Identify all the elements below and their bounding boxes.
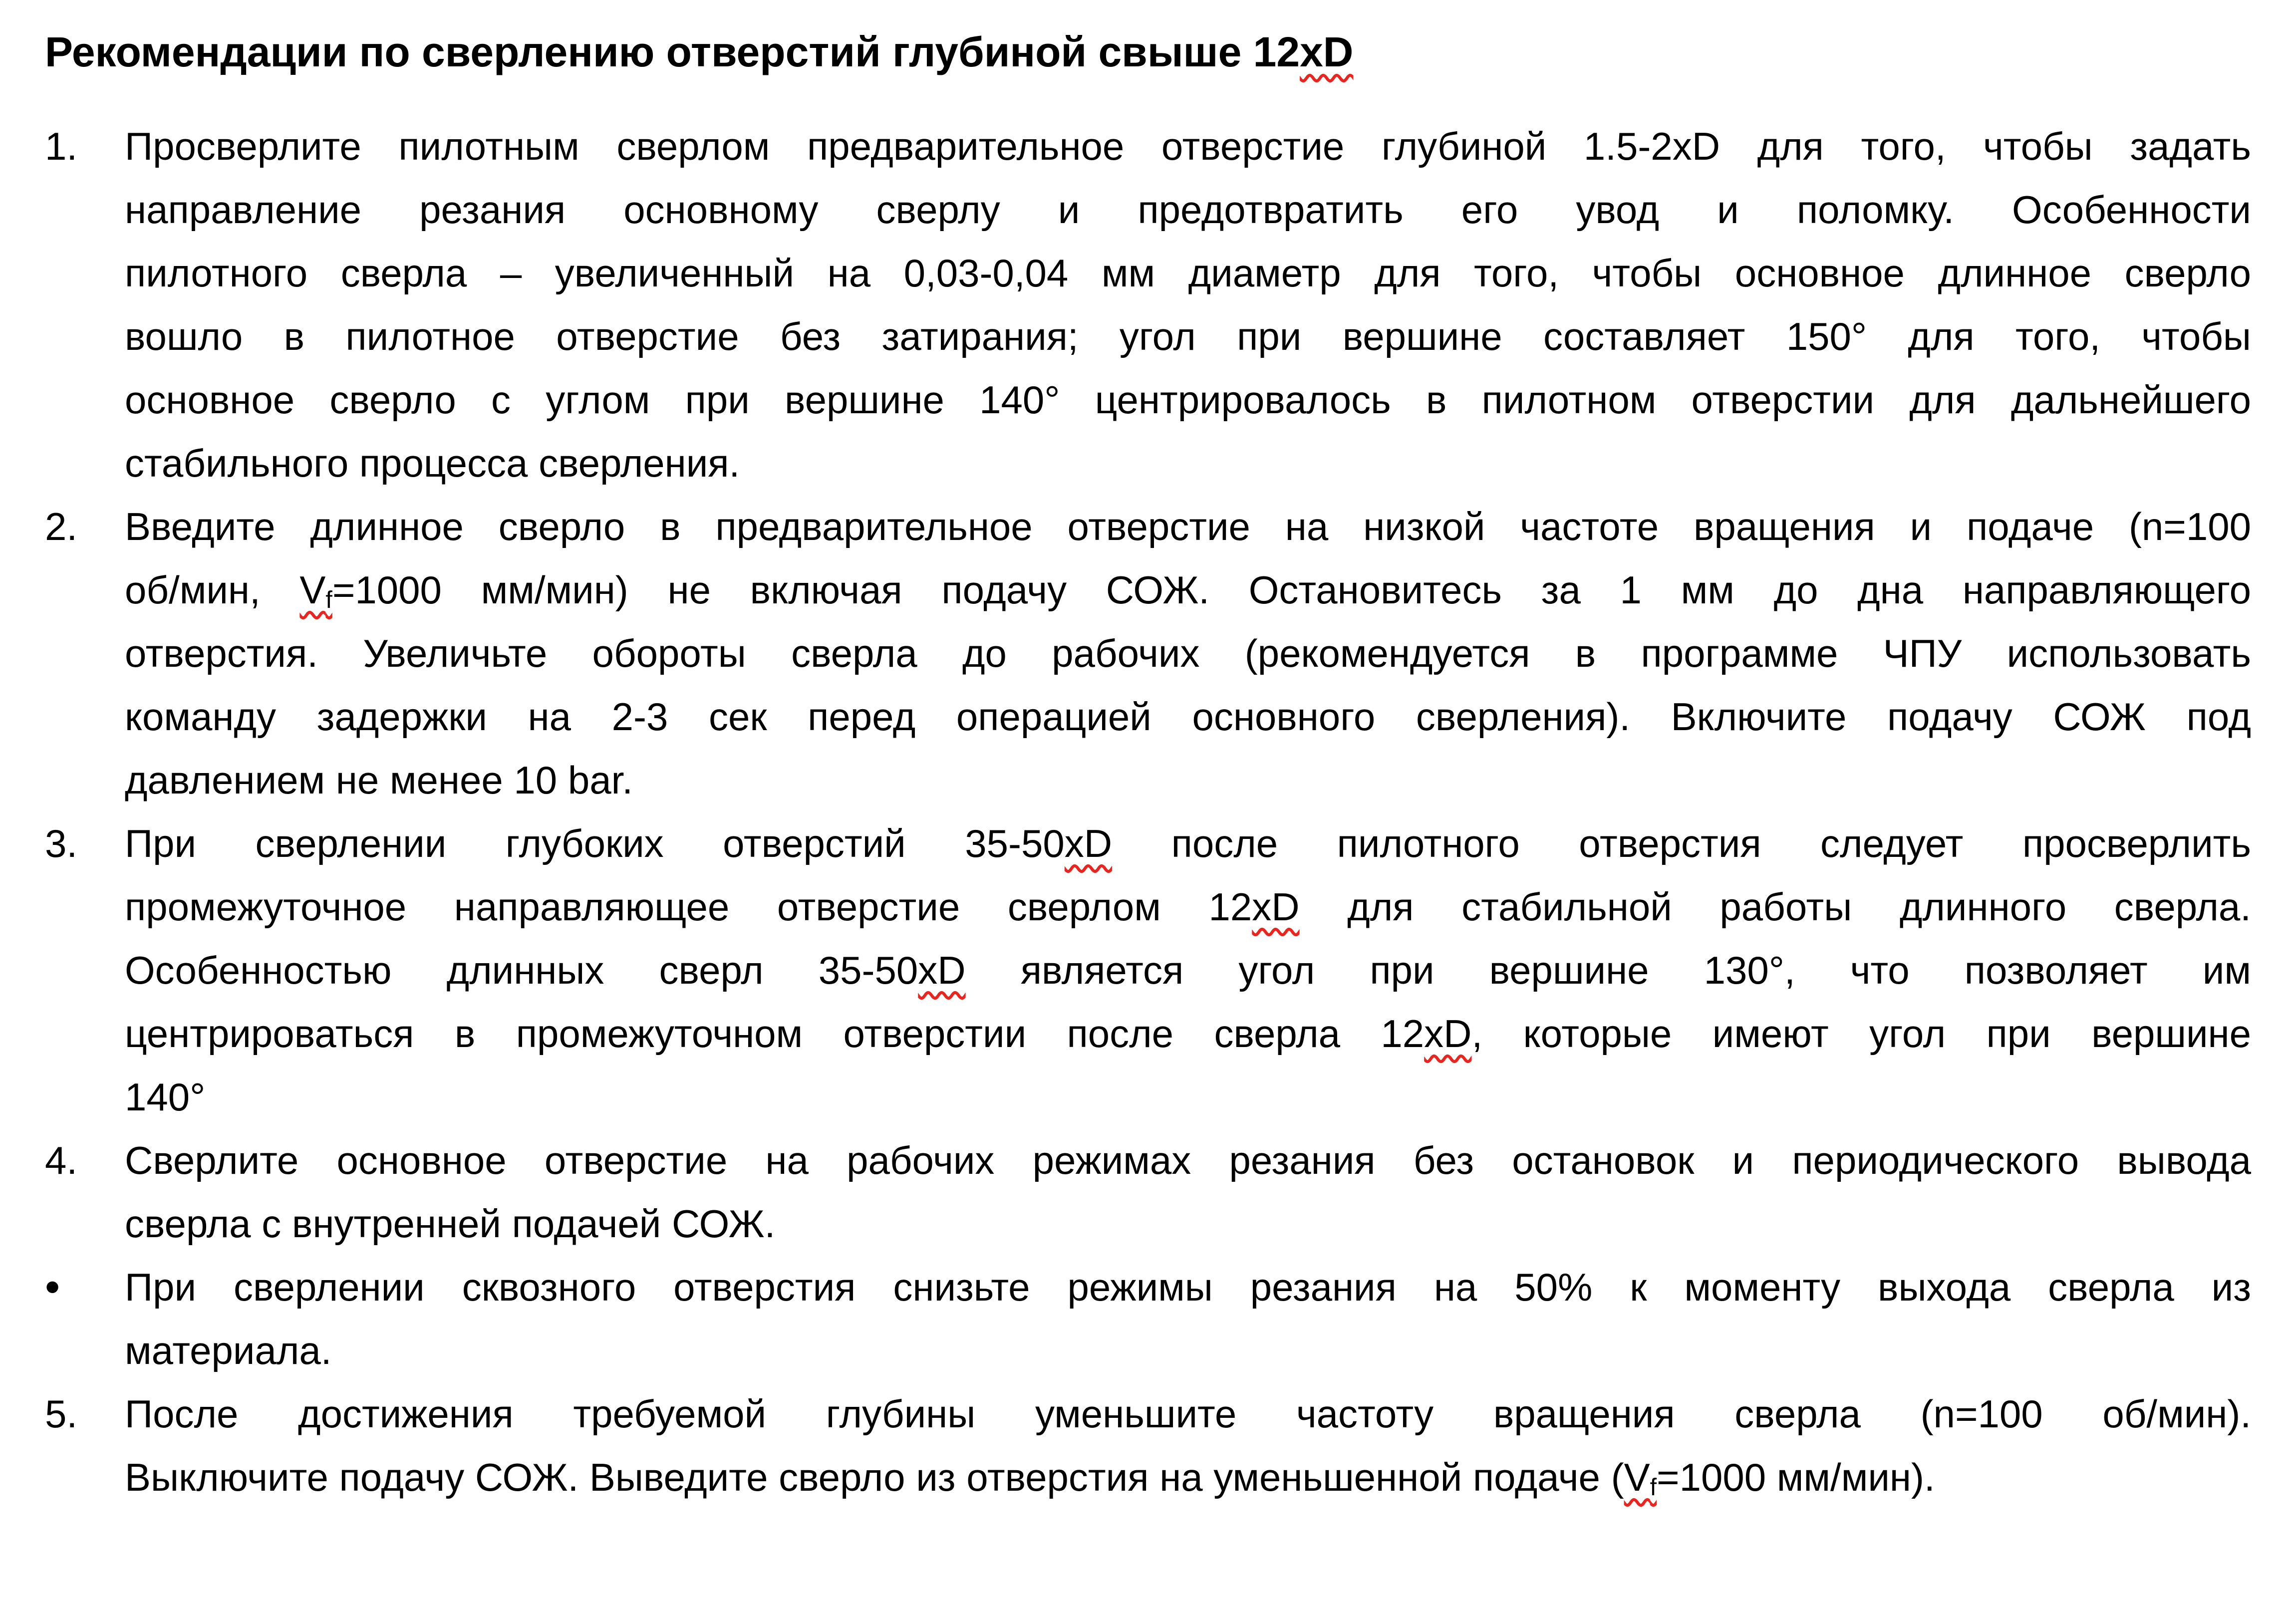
list-item [45, 1382, 2251, 1509]
document-title [45, 24, 2251, 80]
text-line [125, 939, 2251, 1002]
recommendations-list [45, 115, 2251, 1509]
text-line [125, 1256, 2251, 1319]
text-run: =1000 мм/мин) не включая подачу СОЖ. Остановитесь за 1 мм до дна направляющего [332, 568, 2251, 612]
text-run: Выключите подачу СОЖ. Выведите сверло из отверстия на уменьшенной подаче ( [125, 1455, 1624, 1499]
text-run: для стабильной работы длинного сверла. [1299, 885, 2251, 929]
text-run: V [1624, 1455, 1650, 1499]
text-line [125, 685, 2251, 749]
number-marker: 2. [45, 505, 78, 548]
list-item [45, 495, 2251, 812]
subscript-text: f [325, 586, 332, 613]
text-run: , которые имеют угол при вершине [1471, 1012, 2251, 1056]
number-marker: 3. [45, 821, 78, 865]
text-line [125, 1382, 2251, 1446]
text-run: центрироваться в промежуточном отверстии после сверла 12 [125, 1012, 1425, 1056]
text-line [125, 558, 2251, 622]
bullet-marker: • [45, 1263, 60, 1311]
spellcheck-wavy-underline: xD [918, 948, 966, 992]
text-run: материала. [125, 1329, 332, 1372]
text-line [125, 1002, 2251, 1065]
paragraph-lines [125, 115, 2251, 495]
text-run: Просверлите пилотным сверлом предварительное отверстие глубиной 1.5-2xD для того, чтобы задать [125, 124, 2251, 168]
text-run: отверстия. Увеличьте обороты сверла до рабочих (рекомендуется в программе ЧПУ использовать [125, 631, 2251, 675]
text-line [125, 1319, 2251, 1382]
text-run: вошло в пилотное отверстие без затирания; угол при вершине составляет 150° для того, чтобы [125, 314, 2251, 358]
text-run: стабильного процесса сверления. [125, 441, 740, 485]
paragraph-lines [125, 495, 2251, 812]
text-line [125, 812, 2251, 875]
text-run: Сверлите основное отверстие на рабочих режимах резания без остановок и периодического вывода [125, 1138, 2251, 1182]
text-line [125, 1446, 2251, 1509]
paragraph-lines [125, 1129, 2251, 1256]
text-run: V [299, 568, 326, 612]
list-item [45, 115, 2251, 495]
text-run: основное сверло с углом при вершине 140° центрировалось в пилотном отверстии для дальнейшего [125, 378, 2251, 422]
spellcheck-wavy-underline: xD [1300, 28, 1354, 75]
text-run: Введите длинное сверло в предварительное отверстие на низкой частоте вращения и подаче (n=100 [125, 505, 2251, 548]
text-line [125, 749, 2251, 812]
list-item [45, 1129, 2251, 1256]
text-run: является угол при вершине 130°, что позволяет им [965, 948, 2251, 992]
paragraph-lines [125, 1256, 2251, 1382]
text-line [125, 1129, 2251, 1192]
text-run: При сверлении сквозного отверстия снизьте режимы резания на 50% к моменту выхода сверла из [125, 1265, 2251, 1309]
text-run: команду задержки на 2-3 сек перед операцией основного сверления). Включите подачу СОЖ под [125, 695, 2251, 739]
text-line [125, 1065, 2251, 1129]
paragraph-lines [125, 1382, 2251, 1509]
text-line [125, 432, 2251, 495]
list-item [45, 812, 2251, 1129]
text-run: после пилотного отверстия следует просверлить [1112, 821, 2251, 865]
paragraph-lines [125, 812, 2251, 1129]
text-line [125, 242, 2251, 305]
spellcheck-wavy-underline: xD [1064, 821, 1113, 865]
text-line [125, 875, 2251, 939]
text-run: сверла с внутренней подачей СОЖ. [125, 1202, 776, 1246]
text-line [125, 115, 2251, 178]
spellcheck-wavy-underline: xD [1424, 1012, 1472, 1056]
text-run: После достижения требуемой глубины уменьшите частоту вращения сверла (n=100 об/мин). [125, 1392, 2251, 1436]
spellcheck-wavy-underline [299, 568, 332, 612]
number-marker: 4. [45, 1138, 78, 1182]
text-run: Особенностью длинных сверл 35-50 [125, 948, 918, 992]
number-marker: 1. [45, 124, 78, 168]
text-run: направление резания основному сверлу и предотвратить его увод и поломку. Особенности [125, 188, 2251, 232]
subscript-text: f [1650, 1473, 1657, 1501]
text-line [125, 305, 2251, 368]
text-line [125, 1192, 2251, 1256]
spellcheck-wavy-underline: xD [1252, 885, 1300, 929]
number-marker: 5. [45, 1392, 78, 1436]
text-run: При сверлении глубоких отверстий 35-50 [125, 821, 1065, 865]
text-run: промежуточное направляющее отверстие сверлом 12 [125, 885, 1252, 929]
text-run: =1000 мм/мин). [1657, 1455, 1935, 1499]
text-run: об/мин, [125, 568, 300, 612]
list-item [45, 1256, 2251, 1382]
text-run: пилотного сверла – увеличенный на 0,03-0,04 мм диаметр для того, чтобы основное длинное сверло [125, 251, 2251, 295]
text-line [125, 622, 2251, 685]
text-run: 140° [125, 1075, 206, 1119]
text-line [125, 178, 2251, 242]
spellcheck-wavy-underline [1624, 1455, 1657, 1499]
text-line [125, 495, 2251, 558]
text-run: давлением не менее 10 bar. [125, 758, 633, 802]
text-run: Рекомендации по сверлению отверстий глубиной свыше 12 [45, 28, 1300, 75]
text-line [125, 368, 2251, 432]
